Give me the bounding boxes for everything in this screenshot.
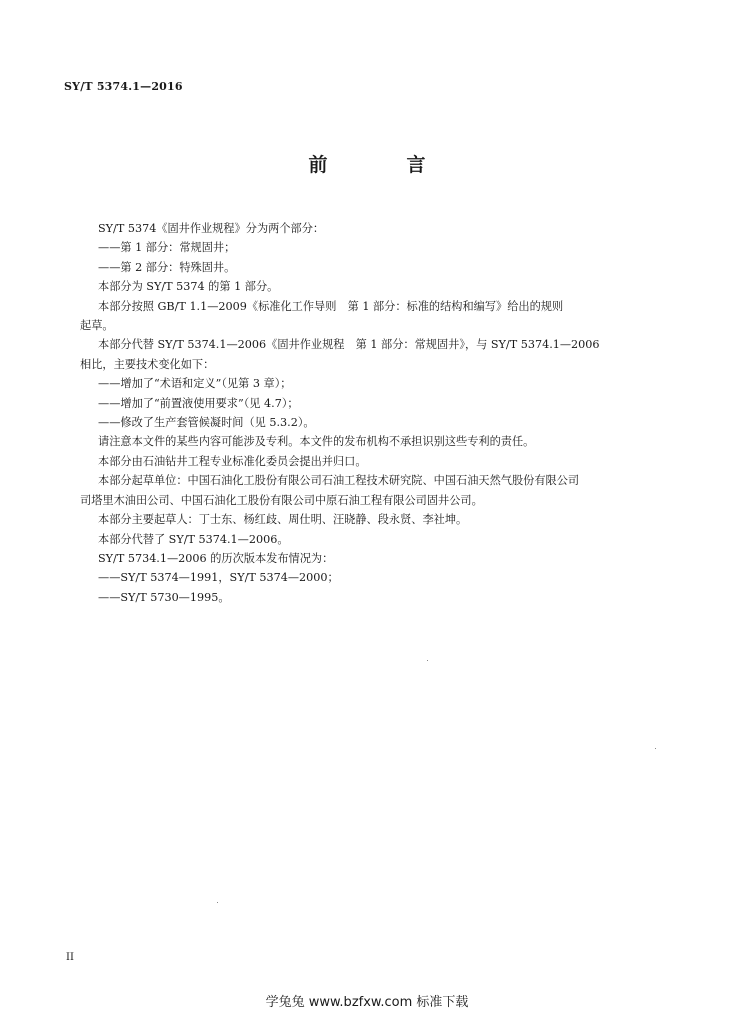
paragraph: 本部分由石油钻井工程专业标准化委员会提出并归口。 [98,454,367,468]
paragraph: 本部分代替 SY/T 5374.1—2006《固井作业规程 第 1 部分：常规固井》，与 SY/T 5374.1—2006 [98,338,600,352]
paragraph-continuation: 司塔里木油田公司、中国石油化工股份有限公司中原石油工程有限公司固井公司。 [80,493,483,507]
paragraph: SY/T 5374《固井作业规程》分为两个部分： [98,222,325,235]
scan-speck [427,660,428,661]
paragraph: 本部分起草单位：中国石油化工股份有限公司石油工程技术研究院、中国石油天然气股份有限公司 [98,474,580,488]
paragraph: 本部分代替了 SY/T 5374.1—2006。 [98,532,289,546]
paragraph: 本部分按照 GB/T 1.1—2009《标准化工作导则 第 1 部分：标准的结构和编写》给出的规则 [98,299,564,313]
list-item: ——第 1 部分：常规固井； [98,241,236,255]
footer-watermark: 学兔兔 www.bzfxw.com 标准下载 [265,995,469,1010]
paragraph: SY/T 5734.1—2006 的历次版本发布情况为： [98,551,334,565]
preface-body [80,219,652,607]
standard-code: SY/T 5374.1—2016 [64,80,183,93]
scan-speck [655,748,656,749]
list-item: ——SY/T 5730—1995。 [98,590,230,604]
paragraph-continuation: 起草。 [80,319,114,333]
list-item: ——修改了生产套管候凝时间（见 5.3.2）。 [98,416,315,430]
list-item: ——增加了“前置液使用要求”（见 4.7）； [98,396,299,410]
list-item: ——SY/T 5374—1991，SY/T 5374—2000； [98,571,339,585]
paragraph: 本部分为 SY/T 5374 的第 1 部分。 [98,280,279,294]
list-item: ——第 2 部分：特殊固井。 [98,260,236,274]
paragraph: 请注意本文件的某些内容可能涉及专利。本文件的发布机构不承担识别这些专利的责任。 [98,435,535,449]
scan-speck [217,902,218,903]
paragraph: 本部分主要起草人：丁士东、杨红歧、周仕明、汪晓静、段永贤、李社坤。 [98,513,468,527]
paragraph-continuation: 相比，主要技术变化如下： [80,357,215,371]
page-number: II [66,952,74,963]
list-item: ——增加了“术语和定义”（见第 3 章）； [98,377,292,391]
page-title: 前 言 [308,154,456,176]
